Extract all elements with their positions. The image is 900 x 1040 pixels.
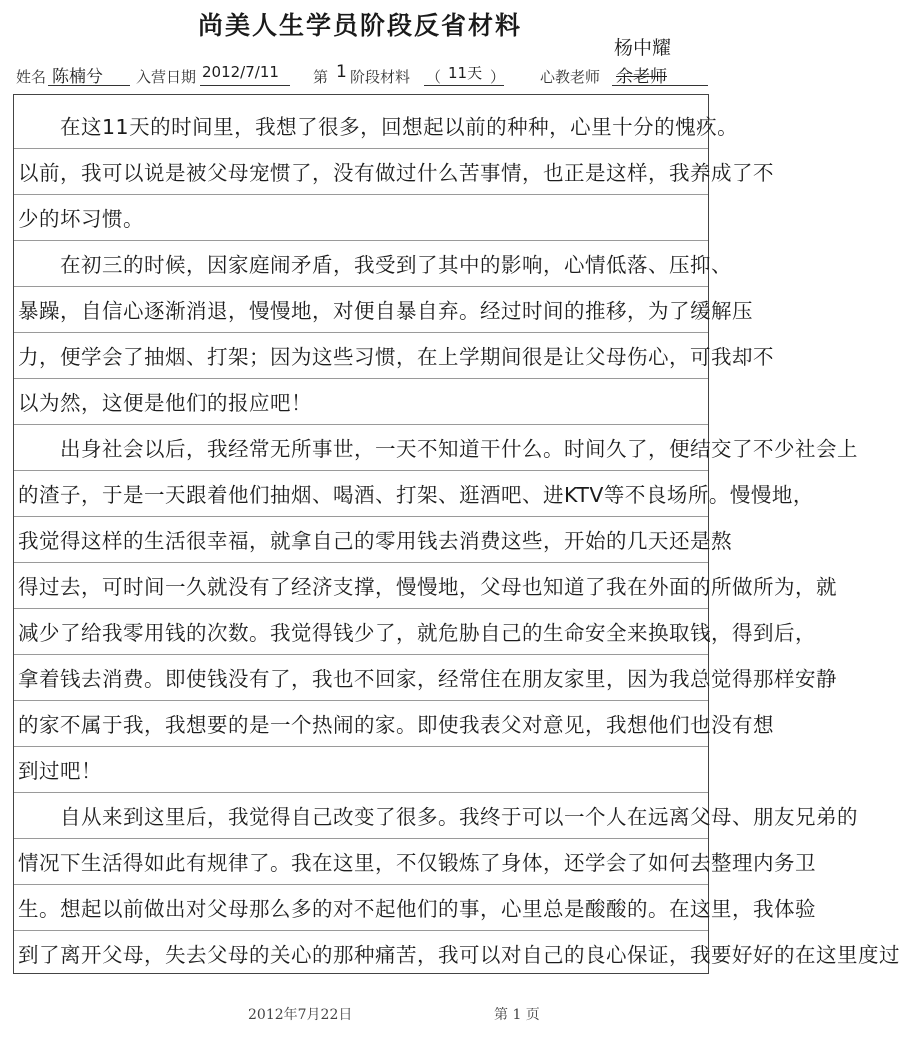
text-line: 在这11天的时间里，我想了很多，回想起以前的种种，心里十分的愧疚。 bbox=[18, 115, 739, 139]
entry-date-value: 2012/7/11 bbox=[202, 63, 279, 81]
text-line: 出身社会以后，我经常无所事世，一天不知道干什么。时间久了，便结交了不少社会上 bbox=[18, 437, 858, 461]
text-line: 的家不属于我，我想要的是一个热闹的家。即使我表父对意见，我想他们也没有想 bbox=[18, 713, 774, 737]
stage-number-value: 1 bbox=[336, 62, 347, 82]
teacher-value-correction: 杨中耀 bbox=[614, 37, 672, 59]
text-line: 拿着钱去消费。即使钱没有了，我也不回家，经常住在朋友家里，因为我总觉得那样安静 bbox=[18, 667, 837, 691]
text-line: 暴躁，自信心逐渐消退，慢慢地，对便自暴自弃。经过时间的推移，为了缓解压 bbox=[18, 299, 753, 323]
text-line: 情况下生活得如此有规律了。我在这里，不仅锻炼了身体，还学会了如何去整理内务卫 bbox=[18, 851, 816, 875]
text-line: 的渣子，于是一天跟着他们抽烟、喝酒、打架、逛酒吧、进KTV等不良场所。慢慢地， bbox=[18, 483, 814, 507]
stage-prefix-label: 第 bbox=[313, 68, 329, 86]
text-line: 力，便学会了抽烟、打架；因为这些习惯，在上学期间很是让父母伤心，可我却不 bbox=[18, 345, 774, 369]
stage-close-paren: ） bbox=[490, 68, 506, 86]
document-title: 尚美人生学员阶段反省材料 bbox=[197, 11, 522, 40]
text-line: 到过吧！ bbox=[18, 759, 102, 783]
name-underline bbox=[48, 85, 130, 86]
text-line: 到了离开父母，失去父母的关心的那种痛苦，我可以对自己的良心保证，我要好好的在这里度过 bbox=[18, 943, 900, 967]
teacher-underline bbox=[612, 85, 708, 86]
text-line: 得过去，可时间一久就没有了经济支撑，慢慢地，父母也知道了我在外面的所做所为，就 bbox=[18, 575, 837, 599]
stage-open-paren: （ bbox=[426, 68, 442, 86]
entry-date-label: 入营日期 bbox=[136, 68, 197, 86]
teacher-value-struck: 余老师 bbox=[616, 67, 667, 87]
text-line: 以前，我可以说是被父母宠惯了，没有做过什么苦事情，也正是这样，我养成了不 bbox=[18, 161, 774, 185]
text-line: 我觉得这样的生活很幸福，就拿自己的零用钱去消费这些，开始的几天还是熬 bbox=[18, 529, 732, 553]
footer-page-number: 第 1 页 bbox=[494, 1007, 540, 1023]
name-value: 陈楠兮 bbox=[52, 67, 103, 87]
footer-date: 2012年7月22日 bbox=[248, 1007, 353, 1023]
entry-date-underline bbox=[200, 85, 290, 86]
stage-suffix-label: 阶段材料 bbox=[350, 68, 411, 86]
name-label: 姓名 bbox=[16, 68, 47, 86]
text-line: 少的坏习惯。 bbox=[18, 207, 144, 231]
stage-underline bbox=[424, 85, 504, 86]
text-line: 生。想起以前做出对父母那么多的对不起他们的事，心里总是酸酸的。在这里，我体验 bbox=[18, 897, 816, 921]
stage-days-value: 11天 bbox=[448, 64, 483, 82]
text-line: 在初三的时候，因家庭闹矛盾，我受到了其中的影响，心情低落、压抑、 bbox=[18, 253, 732, 277]
teacher-label: 心教老师 bbox=[540, 68, 601, 86]
text-line: 减少了给我零用钱的次数。我觉得钱少了，就危胁自己的生命安全来换取钱，得到后， bbox=[18, 621, 816, 645]
text-line: 以为然，这便是他们的报应吧！ bbox=[18, 391, 312, 415]
text-line: 自从来到这里后，我觉得自己改变了很多。我终于可以一个人在远离父母、朋友兄弟的 bbox=[18, 805, 858, 829]
